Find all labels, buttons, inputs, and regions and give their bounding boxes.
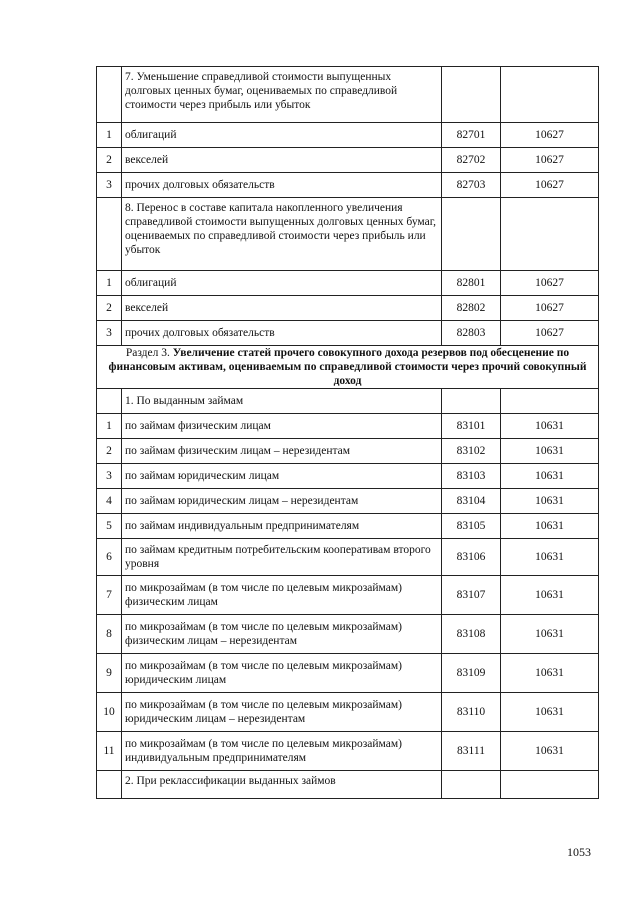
accounts-table: [96, 66, 599, 799]
section3-prefix: Раздел 3.: [125, 347, 173, 359]
table-row: [97, 414, 599, 439]
row-account: 10631: [501, 693, 599, 732]
row-code: 82801: [442, 271, 501, 296]
sub1-heading: 1. По выданным займам: [122, 389, 442, 414]
row-code: 83108: [442, 615, 501, 654]
row-account: 10631: [501, 615, 599, 654]
block7-heading-row: [97, 67, 599, 123]
row-number: 3: [97, 173, 122, 198]
table-row: [97, 271, 599, 296]
row-code: 82701: [442, 123, 501, 148]
table-row: [97, 654, 599, 693]
row-text: по микрозаймам (в том числе по целевым микрозаймам) физическим лицам: [122, 576, 442, 615]
table-row: [97, 693, 599, 732]
row-text: по микрозаймам (в том числе по целевым микрозаймам) юридическим лицам: [122, 654, 442, 693]
empty-cell: [97, 389, 122, 414]
row-account: 10631: [501, 732, 599, 771]
row-text: по займам индивидуальным предпринимателям: [122, 514, 442, 539]
table-row: [97, 464, 599, 489]
empty-cell: [442, 67, 501, 123]
row-number: 4: [97, 489, 122, 514]
row-account: 10631: [501, 576, 599, 615]
table-row: [97, 576, 599, 615]
row-account: 10627: [501, 321, 599, 346]
empty-cell: [501, 67, 599, 123]
row-code: 83107: [442, 576, 501, 615]
table-row: [97, 514, 599, 539]
row-account: 10631: [501, 654, 599, 693]
row-account: 10627: [501, 148, 599, 173]
row-text: по займам юридическим лицам: [122, 464, 442, 489]
row-code: 83102: [442, 439, 501, 464]
empty-cell: [97, 198, 122, 271]
section3-row: [97, 346, 599, 389]
row-code: 83110: [442, 693, 501, 732]
empty-cell: [442, 389, 501, 414]
section3-title: Увеличение статей прочего совокупного дохода резервов под обесценение по финансовым активам, оцениваемым по справедливой стоимости через прочий совокупный доход: [108, 347, 587, 387]
row-account: 10631: [501, 539, 599, 576]
row-account: 10631: [501, 439, 599, 464]
block8-heading: 8. Перенос в составе капитала накопленного увеличения справедливой стоимости выпущенных долговых ценных бумаг, оцениваемых по справедливой стоимости через прибыль или убыток: [122, 198, 442, 271]
empty-cell: [501, 771, 599, 799]
row-code: 83103: [442, 464, 501, 489]
empty-cell: [97, 67, 122, 123]
block8-heading-row: [97, 198, 599, 271]
row-account: 10631: [501, 489, 599, 514]
row-code: 82703: [442, 173, 501, 198]
row-account: 10631: [501, 414, 599, 439]
table-row: [97, 173, 599, 198]
table-row: [97, 539, 599, 576]
row-number: 1: [97, 271, 122, 296]
row-account: 10631: [501, 514, 599, 539]
row-text: по займам физическим лицам: [122, 414, 442, 439]
row-number: 2: [97, 439, 122, 464]
sub1-heading-row: [97, 389, 599, 414]
row-account: 10631: [501, 464, 599, 489]
sub2-heading-row: [97, 771, 599, 799]
row-number: 8: [97, 615, 122, 654]
empty-cell: [97, 771, 122, 799]
row-number: 11: [97, 732, 122, 771]
table-row: [97, 123, 599, 148]
table-row: [97, 615, 599, 654]
empty-cell: [442, 198, 501, 271]
table-row: [97, 489, 599, 514]
sub2-heading: 2. При реклассификации выданных займов: [122, 771, 442, 799]
row-text: облигаций: [122, 123, 442, 148]
empty-cell: [501, 198, 599, 271]
row-text: векселей: [122, 296, 442, 321]
row-number: 2: [97, 296, 122, 321]
row-text: по займам юридическим лицам – нерезидентам: [122, 489, 442, 514]
row-number: 7: [97, 576, 122, 615]
row-number: 9: [97, 654, 122, 693]
row-text: по микрозаймам (в том числе по целевым микрозаймам) индивидуальным предпринимателям: [122, 732, 442, 771]
row-code: 83104: [442, 489, 501, 514]
row-code: 83111: [442, 732, 501, 771]
row-code: 83109: [442, 654, 501, 693]
row-text: по займам кредитным потребительским кооперативам второго уровня: [122, 539, 442, 576]
row-number: 10: [97, 693, 122, 732]
row-text: векселей: [122, 148, 442, 173]
table-row: [97, 321, 599, 346]
row-text: по займам физическим лицам – нерезидентам: [122, 439, 442, 464]
empty-cell: [442, 771, 501, 799]
row-number: 6: [97, 539, 122, 576]
row-text: прочих долговых обязательств: [122, 321, 442, 346]
row-text: прочих долговых обязательств: [122, 173, 442, 198]
row-number: 1: [97, 123, 122, 148]
block7-heading: 7. Уменьшение справедливой стоимости выпущенных долговых ценных бумаг, оцениваемых по справедливой стоимости через прибыль или убыток: [122, 67, 442, 123]
row-number: 5: [97, 514, 122, 539]
row-code: 82702: [442, 148, 501, 173]
row-code: 82802: [442, 296, 501, 321]
table-row: [97, 296, 599, 321]
row-code: 82803: [442, 321, 501, 346]
section3-heading: [97, 346, 599, 389]
row-code: 83101: [442, 414, 501, 439]
row-code: 83105: [442, 514, 501, 539]
row-text: по микрозаймам (в том числе по целевым микрозаймам) физическим лицам – нерезидентам: [122, 615, 442, 654]
row-account: 10627: [501, 123, 599, 148]
empty-cell: [501, 389, 599, 414]
row-code: 83106: [442, 539, 501, 576]
row-account: 10627: [501, 271, 599, 296]
table-row: [97, 148, 599, 173]
table-row: [97, 732, 599, 771]
row-account: 10627: [501, 296, 599, 321]
row-account: 10627: [501, 173, 599, 198]
row-text: по микрозаймам (в том числе по целевым микрозаймам) юридическим лицам – нерезидентам: [122, 693, 442, 732]
row-number: 2: [97, 148, 122, 173]
row-number: 1: [97, 414, 122, 439]
table-row: [97, 439, 599, 464]
row-text: облигаций: [122, 271, 442, 296]
row-number: 3: [97, 321, 122, 346]
row-number: 3: [97, 464, 122, 489]
page-number: 1053: [567, 845, 591, 859]
